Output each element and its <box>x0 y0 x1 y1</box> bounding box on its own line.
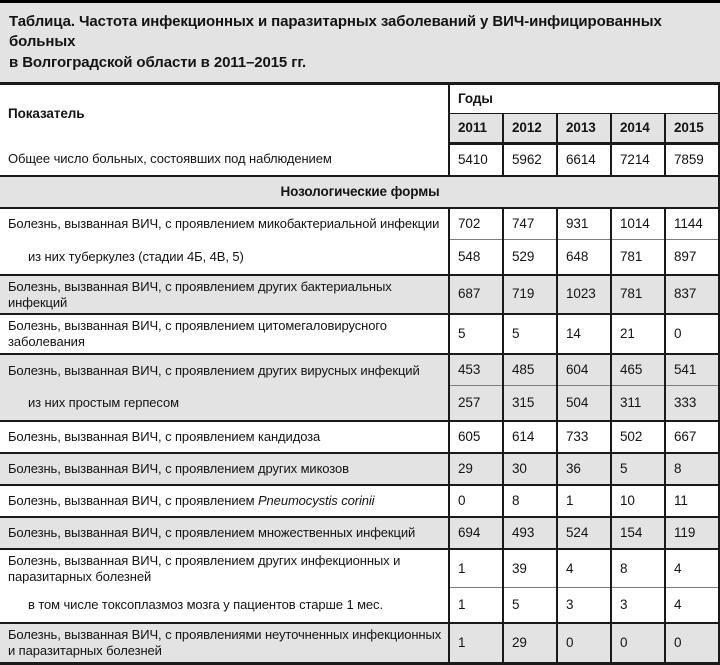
value-2015: 541 <box>665 354 719 386</box>
value-2012: 485 <box>503 354 557 386</box>
disease-frequency-table <box>0 82 720 665</box>
column-header-year-2014: 2014 <box>611 113 665 143</box>
value-2011: 548 <box>449 239 503 275</box>
row-label: Болезнь, вызванная ВИЧ, с проявлениями неуточненных инфекционных и паразитарных болезней <box>0 623 449 663</box>
row-label: из них простым герпесом <box>0 386 449 422</box>
value-2011: 5410 <box>449 143 503 176</box>
table-row <box>0 517 719 549</box>
value-2015: 0 <box>665 623 719 663</box>
value-2013: 0 <box>557 623 611 663</box>
value-2014: 0 <box>611 623 665 663</box>
value-2014: 502 <box>611 421 665 453</box>
value-2014: 5 <box>611 453 665 485</box>
row-label: из них туберкулез (стадии 4Б, 4В, 5) <box>0 239 449 275</box>
value-2014: 7214 <box>611 143 665 176</box>
column-header-year-2011: 2011 <box>449 113 503 143</box>
column-header-indicator: Показатель <box>0 83 449 143</box>
table-row <box>0 314 719 354</box>
table-row <box>0 549 719 588</box>
row-label: Болезнь, вызванная ВИЧ, с проявлением Pneumocystis corinii <box>0 485 449 517</box>
row-label: Болезнь, вызванная ВИЧ, с проявлением других вирусных инфекций <box>0 354 449 386</box>
row-label: Болезнь, вызванная ВИЧ, с проявлением других бактериальных инфекций <box>0 275 449 315</box>
value-2011: 1 <box>449 588 503 624</box>
value-2014: 154 <box>611 517 665 549</box>
table-row <box>0 485 719 517</box>
value-2015: 8 <box>665 453 719 485</box>
table-row <box>0 386 719 422</box>
value-2011: 0 <box>449 485 503 517</box>
value-2014: 781 <box>611 239 665 275</box>
value-2011: 687 <box>449 275 503 315</box>
table-body <box>0 143 719 663</box>
value-2013: 733 <box>557 421 611 453</box>
value-2015: 1144 <box>665 208 719 240</box>
value-2011: 5 <box>449 314 503 354</box>
value-2014: 1014 <box>611 208 665 240</box>
row-label: Болезнь, вызванная ВИЧ, с проявлением кандидоза <box>0 421 449 453</box>
value-2013: 6614 <box>557 143 611 176</box>
table-row <box>0 239 719 275</box>
value-2014: 781 <box>611 275 665 315</box>
row-label: Болезнь, вызванная ВИЧ, с проявлением микобактериальной инфекции <box>0 208 449 240</box>
table-row <box>0 143 719 176</box>
value-2013: 4 <box>557 549 611 588</box>
value-2011: 1 <box>449 623 503 663</box>
value-2012: 719 <box>503 275 557 315</box>
value-2015: 7859 <box>665 143 719 176</box>
value-2011: 605 <box>449 421 503 453</box>
value-2014: 10 <box>611 485 665 517</box>
value-2012: 529 <box>503 239 557 275</box>
value-2013: 931 <box>557 208 611 240</box>
caption-line-1: Таблица. Частота инфекционных и паразитарных заболеваний у ВИЧ-инфицированных больных <box>9 13 662 51</box>
row-label: Общее число больных, состоявших под наблюдением <box>0 143 449 176</box>
table-row <box>0 354 719 386</box>
row-label: Болезнь, вызванная ВИЧ, с проявлением цитомегаловирусного заболевания <box>0 314 449 354</box>
value-2015: 119 <box>665 517 719 549</box>
value-2015: 4 <box>665 549 719 588</box>
value-2015: 4 <box>665 588 719 624</box>
value-2011: 453 <box>449 354 503 386</box>
caption-line-2: в Волгоградской области в 2011–2015 гг. <box>9 53 307 71</box>
value-2013: 3 <box>557 588 611 624</box>
value-2012: 5 <box>503 314 557 354</box>
value-2012: 614 <box>503 421 557 453</box>
value-2011: 1 <box>449 549 503 588</box>
value-2015: 837 <box>665 275 719 315</box>
column-header-year-2012: 2012 <box>503 113 557 143</box>
value-2012: 315 <box>503 386 557 422</box>
section-row <box>0 176 719 208</box>
table-row <box>0 208 719 240</box>
value-2013: 14 <box>557 314 611 354</box>
table-row <box>0 275 719 315</box>
row-label: Болезнь, вызванная ВИЧ, с проявлением множественных инфекций <box>0 517 449 549</box>
value-2013: 1023 <box>557 275 611 315</box>
value-2011: 29 <box>449 453 503 485</box>
table-row <box>0 623 719 663</box>
value-2013: 504 <box>557 386 611 422</box>
value-2011: 257 <box>449 386 503 422</box>
row-label: в том числе токсоплазмоз мозга у пациентов старше 1 мес. <box>0 588 449 624</box>
value-2015: 667 <box>665 421 719 453</box>
value-2012: 39 <box>503 549 557 588</box>
value-2013: 1 <box>557 485 611 517</box>
table-caption <box>0 3 720 82</box>
value-2013: 648 <box>557 239 611 275</box>
value-2015: 897 <box>665 239 719 275</box>
column-header-year-2013: 2013 <box>557 113 611 143</box>
value-2014: 21 <box>611 314 665 354</box>
value-2012: 29 <box>503 623 557 663</box>
section-header-label: Нозологические формы <box>0 176 719 208</box>
value-2014: 311 <box>611 386 665 422</box>
value-2014: 3 <box>611 588 665 624</box>
value-2013: 524 <box>557 517 611 549</box>
value-2012: 5 <box>503 588 557 624</box>
value-2011: 702 <box>449 208 503 240</box>
value-2014: 465 <box>611 354 665 386</box>
value-2012: 8 <box>503 485 557 517</box>
value-2012: 747 <box>503 208 557 240</box>
table-row <box>0 421 719 453</box>
row-label-italic: Pneumocystis corinii <box>257 493 375 509</box>
value-2011: 694 <box>449 517 503 549</box>
value-2015: 11 <box>665 485 719 517</box>
column-header-years-group: Годы <box>449 83 719 113</box>
value-2012: 5962 <box>503 143 557 176</box>
header-row-top <box>0 83 719 113</box>
value-2012: 493 <box>503 517 557 549</box>
value-2013: 36 <box>557 453 611 485</box>
column-header-year-2015: 2015 <box>665 113 719 143</box>
value-2015: 0 <box>665 314 719 354</box>
table-row <box>0 453 719 485</box>
row-label: Болезнь, вызванная ВИЧ, с проявлением других инфекционных и паразитарных болезней <box>0 549 449 588</box>
value-2013: 604 <box>557 354 611 386</box>
value-2014: 8 <box>611 549 665 588</box>
value-2015: 333 <box>665 386 719 422</box>
value-2012: 30 <box>503 453 557 485</box>
table-row <box>0 588 719 624</box>
row-label: Болезнь, вызванная ВИЧ, с проявлением других микозов <box>0 453 449 485</box>
